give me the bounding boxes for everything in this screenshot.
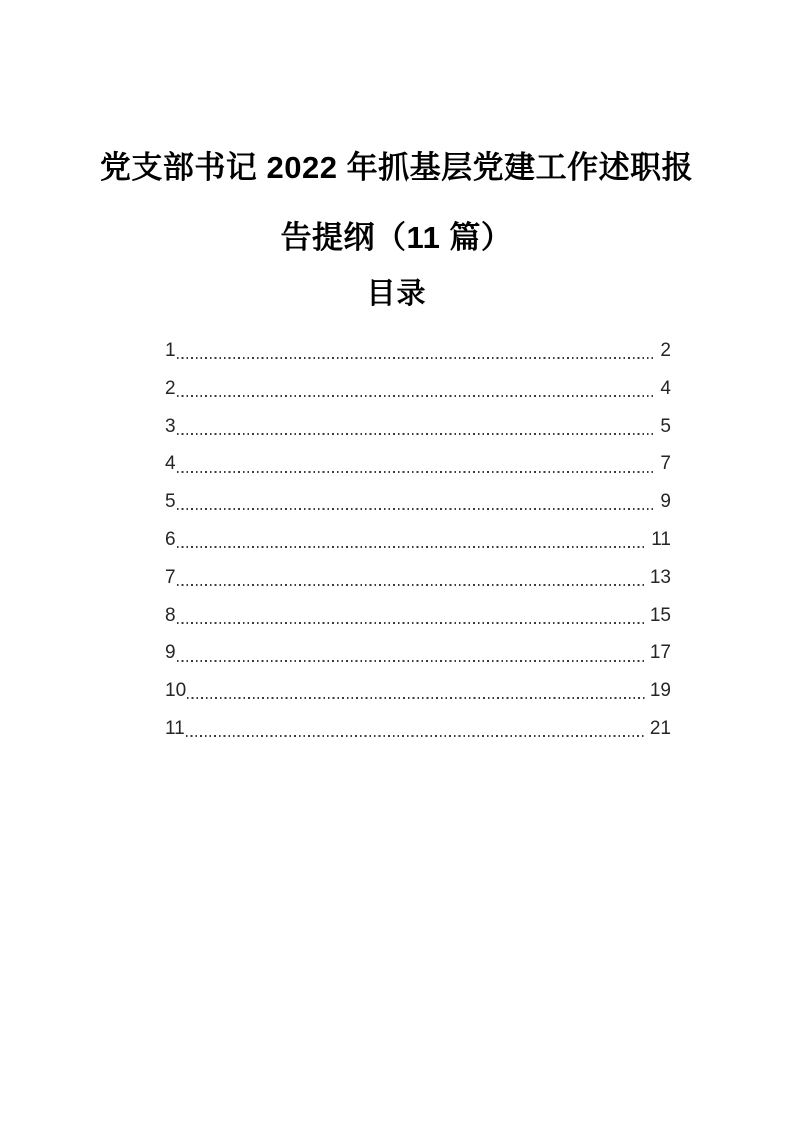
toc-page-number: 21	[649, 717, 671, 739]
toc-dot-leader	[187, 697, 646, 699]
toc-dot-leader	[177, 433, 653, 435]
toc-row[interactable]	[165, 597, 671, 635]
toc-dot-leader	[177, 508, 653, 510]
toc-row[interactable]	[165, 332, 671, 370]
toc-entry-label: 3	[165, 415, 176, 437]
toc-page-number: 19	[649, 680, 671, 702]
toc-page-number: 9	[660, 491, 671, 513]
toc-dot-leader	[177, 622, 646, 624]
toc-row[interactable]	[165, 559, 671, 597]
toc-row[interactable]	[165, 370, 671, 408]
toc-dot-leader	[177, 584, 646, 586]
toc-page-number: 17	[649, 642, 671, 664]
toc-entry-label: 11	[165, 717, 185, 739]
toc-entry-label: 10	[165, 680, 187, 702]
toc-row[interactable]	[165, 408, 671, 446]
toc-list	[165, 332, 671, 748]
toc-dot-leader	[177, 357, 653, 359]
toc-entry-label: 2	[165, 377, 176, 399]
toc-entry-label: 6	[165, 528, 176, 550]
toc-page-number: 5	[660, 415, 671, 437]
toc-row[interactable]	[165, 672, 671, 710]
toc-dot-leader	[177, 660, 646, 662]
toc-dot-leader	[177, 471, 653, 473]
toc-dot-leader	[177, 546, 648, 548]
toc-row[interactable]	[165, 710, 671, 748]
toc-row[interactable]	[165, 634, 671, 672]
toc-entry-label: 4	[165, 453, 176, 475]
document-title-line-2: 告提纲（11 篇）	[280, 220, 513, 255]
toc-entry-label: 9	[165, 642, 176, 664]
toc-page-number: 2	[660, 340, 671, 361]
toc-dot-leader	[177, 395, 653, 397]
toc-entry-label: 7	[165, 566, 176, 588]
toc-page-number: 4	[660, 377, 671, 399]
toc-row[interactable]	[165, 445, 671, 483]
toc-row[interactable]	[165, 521, 671, 559]
toc-entry-label: 5	[165, 491, 176, 513]
toc-page-number: 15	[649, 604, 671, 626]
toc-page-number: 11	[651, 528, 671, 550]
document-title-line-1: 党支部书记 2022 年抓基层党建工作述职报	[99, 150, 694, 185]
toc-page-number: 13	[649, 566, 671, 588]
toc-entry-label: 1	[165, 340, 176, 361]
toc-dot-leader	[186, 735, 646, 737]
toc-page-number: 7	[660, 453, 671, 475]
toc-heading: 目录	[366, 278, 427, 310]
toc-entry-label: 8	[165, 604, 176, 626]
toc-row[interactable]	[165, 483, 671, 521]
document-title	[0, 144, 793, 284]
